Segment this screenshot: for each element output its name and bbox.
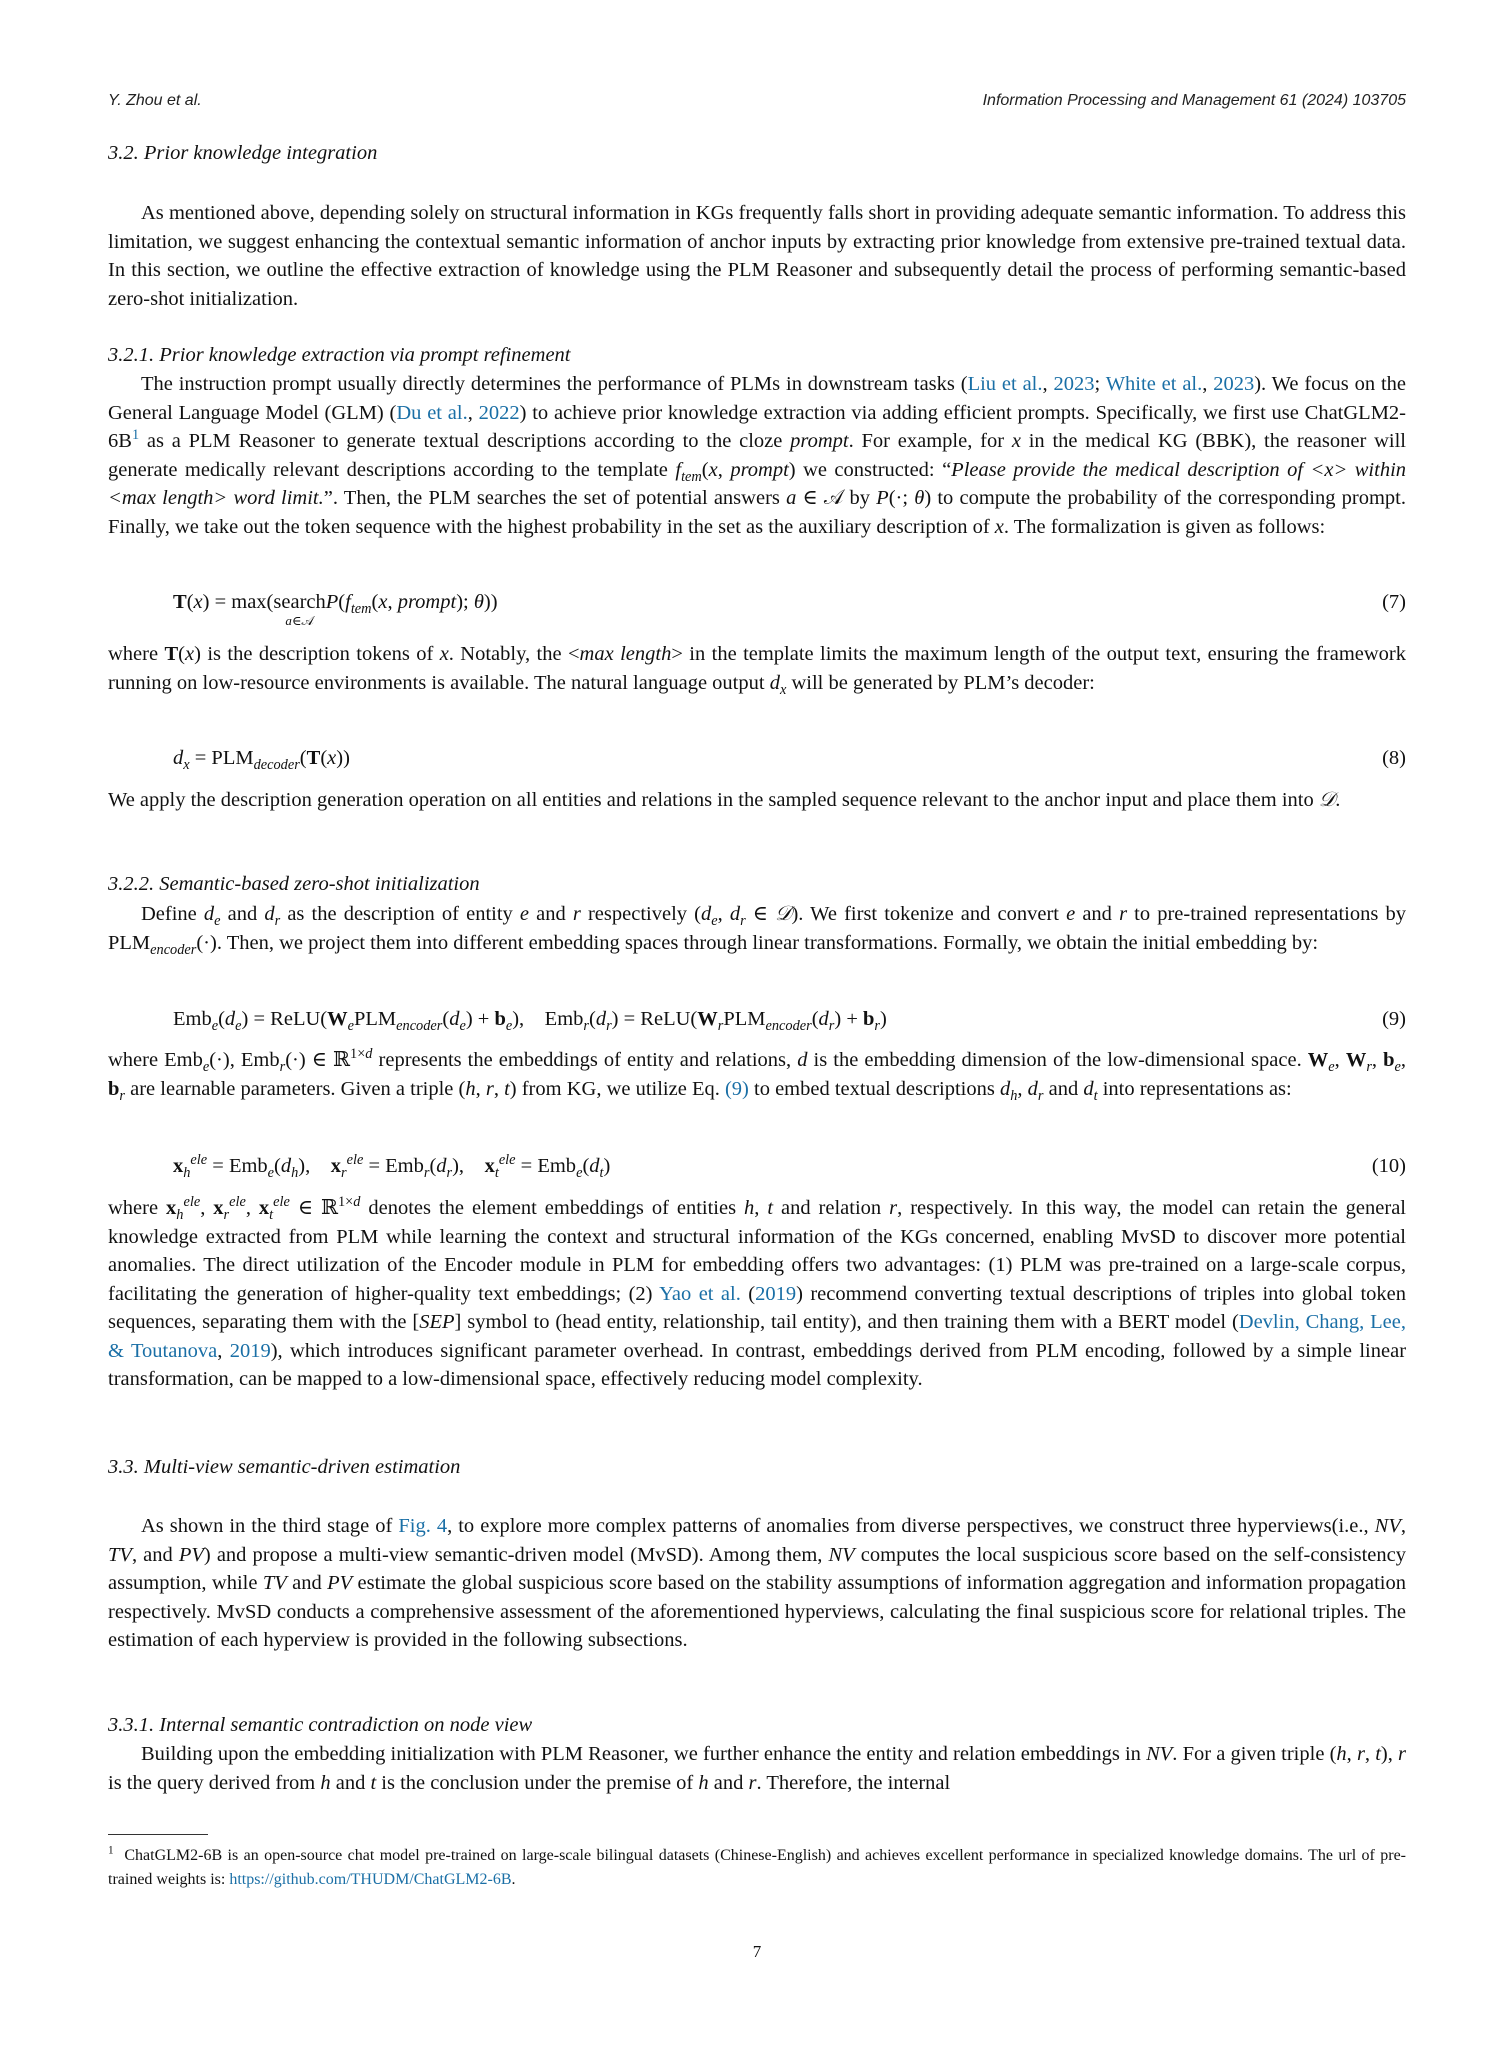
equation-9: $Emb_e(d_e)$ = $ReLU(W_ePLM_{encoder}(d_e) + b_e)$, $Emb_r(d_r)$ = $ReLU(W_rPLM_{encoder}(d_r) + b_r)$ (9) bbox=[173, 1005, 1406, 1033]
footnote-divider bbox=[108, 1834, 208, 1835]
section-title-3-2-2: 3.2.2. Semantic-based zero-shot initialization bbox=[108, 873, 480, 895]
equation-7: T(x) = max(search a∈𝒜 $P(f_{tem}(x$, prompt); θ)) (7) bbox=[173, 588, 1406, 626]
equation-link[interactable]: (9) bbox=[724, 1077, 749, 1100]
footnote-end: . bbox=[511, 1871, 516, 1888]
paragraph-3-2-1-after-eq7: where T(x) is the description tokens of x. Notably, the <max length> in the template limits the maximum length of the output text, ensuring the framework running on low-resource environments is available. The natural language output $d_x$ will be generated by PLM’s decoder: bbox=[108, 643, 1407, 698]
paragraph-3-2-1-main: The instruction prompt usually directly determines the performance of PLMs in downstream tasks (Liu et al., 2023; White et al., 2023). We focus on the General Language Model (GLM) (Du et al., 2022) to achieve prior knowledge extraction via adding efficient prompts. Specifically, we first use ChatGLM2-6B$^1$ as a PLM Reasoner to generate textual descriptions according to the cloze prompt. For example, for x in the medical KG (BBK), the reasoner will generate medically relevant descriptions according to the template $f_{tem}(x$, prompt) we constructed: “Please provide the medical description of <x> within <max length> word limit.”. Then, the PLM searches the set of potential answers a ∈ 𝒜 by P(·; θ) to compute the probability of the corresponding prompt. Finally, we take out the token sequence with the highest probability in the set as the auxiliary description of x. The formalization is given as follows: bbox=[108, 373, 1407, 538]
equation-number: (10) bbox=[1371, 1155, 1406, 1177]
figure-link[interactable]: Fig. 4 bbox=[398, 1515, 448, 1537]
citation-link[interactable]: White et al. bbox=[1105, 373, 1203, 395]
paragraph-3-2-1-end: We apply the description generation operation on all entities and relations in the sampled sequence relevant to the anchor input and place them into 𝒟. bbox=[108, 789, 1341, 811]
section-title-3-2: 3.2. Prior knowledge integration bbox=[108, 142, 378, 164]
citation-link[interactable]: Du et al. bbox=[396, 401, 468, 424]
equation-number: (8) bbox=[1382, 747, 1406, 769]
footnote-mark: 1 bbox=[108, 1844, 114, 1857]
section-title-3-3: 3.3. Multi-view semantic-driven estimation bbox=[108, 1456, 461, 1478]
citation-link[interactable]: Devlin, Chang, Lee, & Toutanova bbox=[108, 1311, 1406, 1362]
equation-8: $d_x = PLM_{decoder}(T(x))$ (8) bbox=[173, 744, 1406, 772]
citation-link[interactable]: 2019 bbox=[755, 1282, 797, 1305]
paragraph-3-2-2-after-eq9: where Emb$_e$(·), Emb$_r$(·) ∈ ℝ$^{1\times d}$ represents the embeddings of entity and relations, d is the embedding dimension of the low-dimensional space. $W_e$, $W_r$, $b_e$, $b_r$ are learnable parameters. Given a triple (h, r, t) from KG, we utilize Eq. (9) to embed textual descriptions $d_h$, $d_r$ and $d_t$ into representations as: bbox=[108, 1046, 1407, 1104]
citation-link[interactable]: Liu et al. bbox=[967, 373, 1043, 395]
paragraph-3-3-intro: As shown in the third stage of Fig. 4, to explore more complex patterns of anomalies from diverse perspectives, we construct three hyperviews(i.e., NV, TV, and PV) and propose a multi-view semantic-driven model (MvSD). Among them, NV computes the local suspicious score based on the self-consistency assumption, while TV and PV estimate the global suspicious score based on the stability assumptions of information aggregation and information propagation respectively. MvSD conducts a comprehensive assessment of the aforementioned hyperviews, calculating the final suspicious score for relational triples. The estimation of each hyperview is provided in the following subsections. bbox=[108, 1515, 1406, 1651]
equation-number: (7) bbox=[1382, 591, 1406, 613]
header-journal: Information Processing and Management 61 (2024) 103705 bbox=[982, 92, 1406, 109]
citation-link[interactable]: 2023 bbox=[1053, 373, 1095, 395]
citation-link[interactable]: 2023 bbox=[1213, 373, 1255, 395]
paragraph-3-2-2-end: where $x_h^{ele}$, $x_r^{ele}$, $x_t^{ele}$ ∈ ℝ$^{1\times d}$ denotes the element embeddings of entities h, t and relation r, respectively. In this way, the model can retain the general knowledge extracted from PLM while learning the context and structural information of the KGs concerned, enabling MvSD to discover more potential anomalies. The direct utilization of the Encoder module in PLM for embedding offers two advantages: (1) PLM was pre-trained on a large-scale corpus, facilitating the generation of higher-quality text embeddings; (2) Yao et al. (2019) recommend converting textual descriptions of triples into global token sequences, separating them with the [SEP] symbol to (head entity, relationship, tail entity), and then training them with a BERT model (Devlin, Chang, Lee, & Toutanova, 2019), which introduces significant parameter overhead. In contrast, embeddings derived from PLM encoding, followed by a simple linear transformation, can be mapped to a low-dimensional space, effectively reducing model complexity. bbox=[108, 1194, 1407, 1390]
page-number: 7 bbox=[752, 1942, 762, 1961]
paragraph-3-2-intro: As mentioned above, depending solely on structural information in KGs frequently falls short in providing adequate semantic information. To address this limitation, we suggest enhancing the contextual semantic information of anchor inputs by extracting prior knowledge from extensive pre-trained textual data. In this section, we outline the effective extraction of knowledge using the PLM Reasoner and subsequently detail the process of performing semantic-based zero-shot initialization. bbox=[108, 202, 1406, 310]
footnote-link[interactable]: 1 bbox=[131, 427, 140, 444]
section-title-3-3-1: 3.3.1. Internal semantic contradiction on node view bbox=[108, 1714, 533, 1736]
citation-link[interactable]: 2019 bbox=[229, 1339, 271, 1362]
footnote-url-link[interactable]: https://github.com/THUDM/ChatGLM2-6B bbox=[229, 1871, 512, 1888]
header-authors: Y. Zhou et al. bbox=[108, 92, 202, 109]
paragraph-3-3-1-main: Building upon the embedding initialization with PLM Reasoner, we further enhance the entity and relation embeddings in NV. For a given triple (h, r, t), r is the query derived from h and t is the conclusion under the premise of h and r. Therefore, the internal bbox=[108, 1743, 1406, 1794]
paragraph-3-2-2-main: Define $d_e$ and $d_r$ as the description of entity e and r respectively ($d_e$, $d_r$ ∈ 𝒟). We first tokenize and convert e and r to pre-trained representations by $PLM_{encoder}(\cdot)$. Then, we project them into different embedding spaces through linear transformations. Formally, we obtain the initial embedding by: bbox=[108, 903, 1406, 958]
section-title-3-2-1: 3.2.1. Prior knowledge extraction via prompt refinement bbox=[108, 344, 571, 366]
citation-link[interactable]: 2022 bbox=[478, 401, 520, 424]
equation-number: (9) bbox=[1382, 1008, 1406, 1030]
footnote-text: ChatGLM2-6B is an open-source chat model pre-trained on large-scale bilingual datasets (Chinese-English) and achieves excellent performance in specialized knowledge domains. The url of pre-trained weights is: bbox=[108, 1847, 1406, 1888]
citation-link[interactable]: Yao et al. bbox=[659, 1282, 741, 1305]
footnote bbox=[108, 1844, 1406, 1892]
equation-10: $x_h^{ele} = Emb_e(d_h)$, $x_r^{ele} = Emb_r(d_r)$, $x_t^{ele} = Emb_e(d_t)$ (10) bbox=[173, 1152, 1406, 1182]
